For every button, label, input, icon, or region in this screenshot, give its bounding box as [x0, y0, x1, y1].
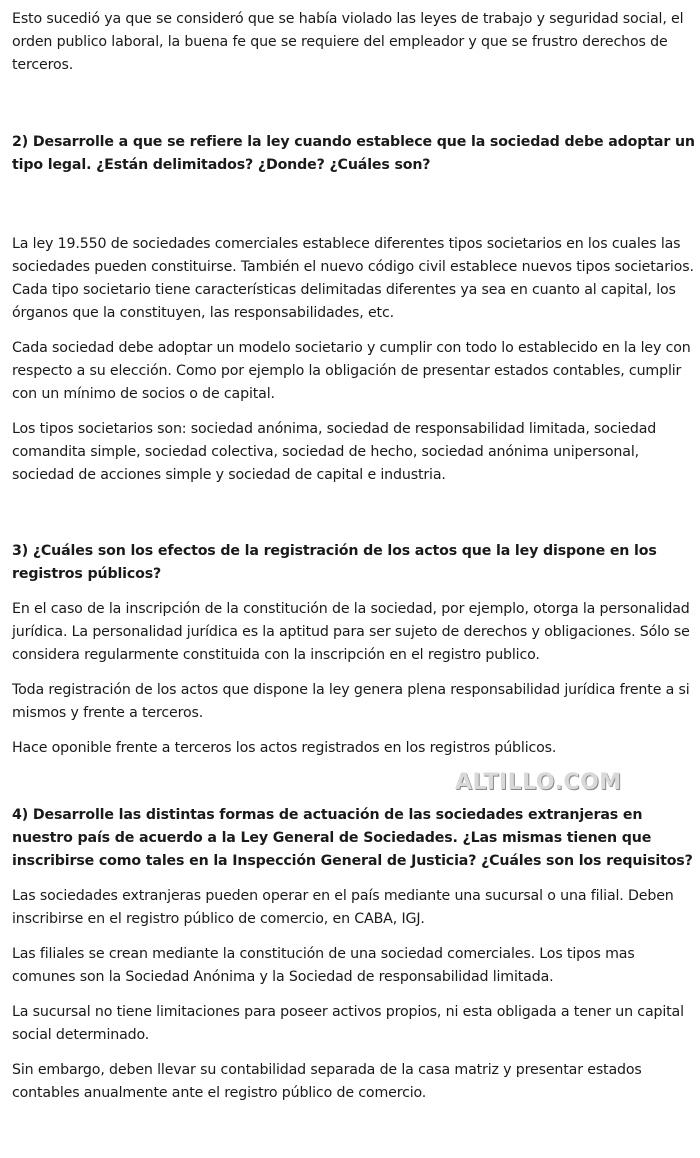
- answer-3-paragraph-1: En el caso de la inscripción de la constitución de la sociedad, por ejemplo, otorga la personalidad jurídica. La personalidad jurídica es la aptitud para ser sujeto de derechos y obligaciones. Sólo se considera regularmente constituida con la inscripción en el registro publico.: [12, 601, 690, 663]
- document-body: [12, 8, 698, 1105]
- answer-2-paragraph-1: La ley 19.550 de sociedades comerciales establece diferentes tipos societarios en los cuales las sociedades pueden constituirse. También el nuevo código civil establece nuevos tipos societarios. Cada tipo societario tiene características delimitadas diferentes ya sea en cuanto al capital, los órganos que la constituyen, las responsabilidades, etc.: [12, 236, 694, 321]
- paragraph-intro: Esto sucedió ya que se consideró que se había violado las leyes de trabajo y seguridad social, el orden publico laboral, la buena fe que se requiere del empleador y que se frustro derechos de terceros.: [12, 11, 684, 73]
- question-2-heading: 2) Desarrolle a que se refiere la ley cuando establece que la sociedad debe adoptar un tipo legal. ¿Están delimitados? ¿Donde? ¿Cuáles son?: [12, 134, 695, 173]
- answer-3-paragraph-2: Toda registración de los actos que dispone la ley genera plena responsabilidad jurídica frente a si mismos y frente a terceros.: [12, 682, 690, 721]
- question-4-heading: 4) Desarrolle las distintas formas de actuación de las sociedades extranjeras en nuestro país de acuerdo a la Ley General de Sociedades. ¿Las mismas tienen que inscribirse como tales en la Inspección General de Justicia? ¿Cuáles son los requisitos?: [12, 807, 693, 869]
- answer-4-paragraph-1: Las sociedades extranjeras pueden operar en el país mediante una sucursal o una filial. Deben inscribirse en el registro público de comercio, en CABA, IGJ.: [12, 888, 674, 927]
- answer-4-paragraph-3: La sucursal no tiene limitaciones para poseer activos propios, ni esta obligada a tener un capital social determinado.: [12, 1004, 684, 1043]
- answer-4-paragraph-4: Sin embargo, deben llevar su contabilidad separada de la casa matriz y presentar estados contables anualmente ante el registro público de comercio.: [12, 1062, 642, 1101]
- answer-3-paragraph-3: Hace oponible frente a terceros los actos registrados en los registros públicos.: [12, 740, 557, 756]
- question-3-heading: 3) ¿Cuáles son los efectos de la registración de los actos que la ley dispone en los registros públicos?: [12, 543, 657, 582]
- answer-2-paragraph-2: Cada sociedad debe adoptar un modelo societario y cumplir con todo lo establecido en la ley con respecto a su elección. Como por ejemplo la obligación de presentar estados contables, cumplir con un mínimo de socios o de capital.: [12, 340, 691, 402]
- watermark-logo: ALTILLO.COM: [455, 770, 622, 795]
- answer-4-paragraph-2: Las filiales se crean mediante la constitución de una sociedad comerciales. Los tipos mas comunes son la Sociedad Anónima y la Sociedad de responsabilidad limitada.: [12, 946, 635, 985]
- answer-2-paragraph-3: Los tipos societarios son: sociedad anónima, sociedad de responsabilidad limitada, sociedad comandita simple, sociedad colectiva, sociedad de hecho, sociedad anónima unipersonal, sociedad de acciones simple y sociedad de capital e industria.: [12, 421, 657, 483]
